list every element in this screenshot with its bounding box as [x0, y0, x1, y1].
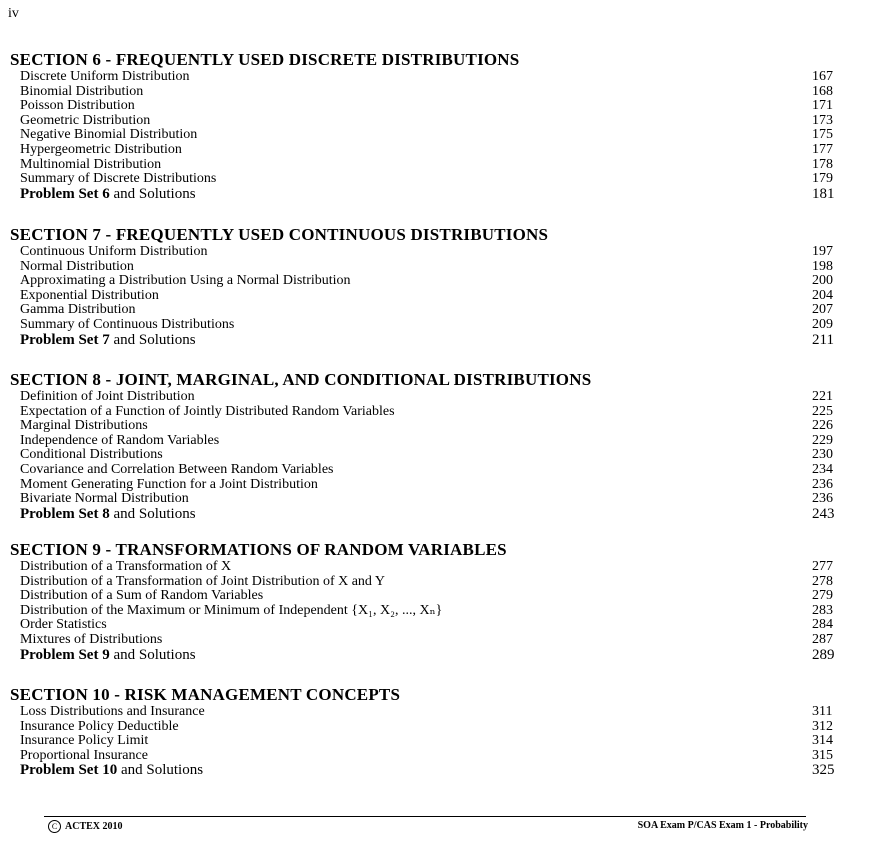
entry-page: 325: [812, 762, 835, 779]
entry-label: Mixtures of Distributions: [20, 631, 163, 647]
section-title: SECTION 7 - FREQUENTLY USED CONTINUOUS DISTRIBUTIONS: [10, 225, 549, 244]
toc-entry: [10, 99, 846, 114]
problem-set-label: Problem Set 9: [20, 646, 110, 663]
entry-page: 171: [812, 98, 833, 114]
entry-page: 312: [812, 718, 833, 734]
problem-set-suffix: and Solutions: [109, 646, 196, 663]
problem-set-label: Problem Set 10: [20, 762, 118, 779]
toc-entry: [10, 575, 846, 590]
toc-entry: [10, 463, 846, 478]
entry-label: Independence of Random Variables: [20, 432, 220, 448]
entry-label: Binomial Distribution: [20, 83, 144, 99]
entry-label: Conditional Distributions: [20, 447, 163, 463]
toc-entry: [10, 492, 846, 507]
footer-publisher: ACTEX 2010: [65, 821, 123, 832]
entry-page: 279: [812, 588, 833, 604]
entry-page: 314: [812, 733, 833, 749]
toc-entry: [10, 303, 846, 318]
entry-label: Hypergeometric Distribution: [20, 141, 182, 157]
entry-label: Exponential Distribution: [20, 287, 159, 303]
entry-page: 175: [812, 127, 833, 143]
toc-entry: [10, 589, 846, 604]
toc-entry: [10, 478, 846, 493]
entry-page: 311: [812, 704, 833, 719]
problem-set-suffix: and Solutions: [109, 185, 196, 202]
entry-label: Marginal Distributions: [20, 418, 148, 434]
page-number: iv: [8, 6, 19, 21]
section-10: [10, 685, 846, 779]
toc-entry: [10, 390, 846, 405]
problem-set-suffix: and Solutions: [109, 505, 196, 522]
toc-entry: [10, 633, 846, 648]
entry-page: 198: [812, 258, 833, 274]
section-title: SECTION 6 - FREQUENTLY USED DISCRETE DISTRIBUTIONS: [10, 50, 520, 69]
problem-set-suffix: and Solutions: [109, 331, 196, 348]
entry-page: 289: [812, 646, 835, 663]
entry-label: Negative Binomial Distribution: [20, 127, 198, 143]
entry-label: Loss Distributions and Insurance: [20, 704, 205, 719]
toc-entry: [10, 720, 846, 735]
toc-entry: [10, 434, 846, 449]
toc-entry: [10, 618, 846, 633]
entry-page: 225: [812, 403, 833, 419]
copyright-icon: C: [48, 820, 61, 833]
problem-set-label: Problem Set 6: [20, 185, 110, 202]
entry-label: Order Statistics: [20, 617, 107, 633]
entry-page: 230: [812, 447, 833, 463]
toc-entry: [10, 734, 846, 749]
entry-page: 287: [812, 631, 833, 647]
entry-label: Summary of Continuous Distributions: [20, 316, 235, 332]
entry-page: 315: [812, 747, 833, 763]
problem-set-label: Problem Set 8: [20, 505, 110, 522]
entry-label: Poisson Distribution: [20, 98, 135, 114]
section-title: SECTION 8 - JOINT, MARGINAL, AND CONDITIONAL DISTRIBUTIONS: [10, 370, 592, 389]
entry-page: 173: [812, 112, 833, 128]
entry-page: 167: [812, 69, 833, 84]
toc-entry: [10, 318, 846, 333]
entry-label: Insurance Policy Limit: [20, 733, 149, 749]
toc-entry: [10, 604, 846, 619]
entry-page: 181: [812, 185, 835, 202]
entry-label: Insurance Policy Deductible: [20, 718, 179, 734]
entry-page: 179: [812, 171, 833, 187]
section-title: SECTION 10 - RISK MANAGEMENT CONCEPTS: [10, 685, 401, 704]
entry-label: Definition of Joint Distribution: [20, 389, 195, 404]
entry-page: 207: [812, 302, 833, 318]
entry-label: Gamma Distribution: [20, 302, 136, 318]
problem-set-entry: [10, 333, 846, 349]
toc-entry: [10, 405, 846, 420]
entry-page: 236: [812, 491, 833, 507]
entry-label: Approximating a Distribution Using a Normal Distribution: [20, 273, 351, 289]
entry-page: 234: [812, 461, 833, 477]
entry-label: Distribution of a Transformation of Joint Distribution of X and Y: [20, 573, 386, 589]
toc-entry: [10, 114, 846, 129]
entry-label: Geometric Distribution: [20, 112, 151, 128]
entry-page: 168: [812, 83, 833, 99]
entry-page: 278: [812, 573, 833, 589]
toc-entry: [10, 289, 846, 304]
entry-page: 204: [812, 287, 833, 303]
entry-page: 243: [812, 505, 835, 522]
entry-page: 221: [812, 389, 833, 404]
entry-label: Summary of Discrete Distributions: [20, 171, 217, 187]
problem-set-entry: [10, 507, 846, 523]
toc-entry: [10, 560, 846, 575]
toc-entry: [10, 172, 846, 187]
entry-page: 177: [812, 141, 833, 157]
entry-page: 197: [812, 244, 833, 259]
entry-page: 283: [812, 602, 833, 618]
entry-label: Bivariate Normal Distribution: [20, 491, 189, 507]
entry-label: Multinomial Distribution: [20, 156, 162, 172]
toc-entry: [10, 419, 846, 434]
toc-entry: [10, 70, 846, 85]
toc-entry: [10, 128, 846, 143]
entry-label: Discrete Uniform Distribution: [20, 69, 190, 84]
entry-label: Continuous Uniform Distribution: [20, 244, 208, 259]
problem-set-entry: [10, 648, 846, 664]
problem-set-entry: [10, 187, 846, 203]
section-title: SECTION 9 - TRANSFORMATIONS OF RANDOM VARIABLES: [10, 540, 507, 559]
entry-page: 226: [812, 418, 833, 434]
entry-page: 284: [812, 617, 833, 633]
toc-entry: [10, 158, 846, 173]
section-6: [10, 50, 846, 202]
section-9: [10, 540, 846, 663]
toc-entry: [10, 260, 846, 275]
toc-entry: [10, 705, 846, 720]
entry-page: 277: [812, 559, 833, 574]
entry-label: Expectation of a Function of Jointly Distributed Random Variables: [20, 403, 395, 419]
entry-label: Distribution of a Transformation of X: [20, 559, 232, 574]
entry-label: Distribution of a Sum of Random Variables: [20, 588, 264, 604]
toc-entry: [10, 274, 846, 289]
problem-set-entry: [10, 763, 846, 779]
toc-entry: [10, 245, 846, 260]
footer-copyright: [48, 820, 123, 833]
toc-entry: [10, 448, 846, 463]
toc-entry: [10, 143, 846, 158]
section-8: [10, 370, 846, 522]
entry-page: 236: [812, 476, 833, 492]
entry-label: Proportional Insurance: [20, 747, 148, 763]
entry-label: Distribution of the Maximum or Minimum of Independent {X₁, X₂, ..., Xₙ}: [20, 602, 443, 618]
footer-book-title: SOA Exam P/CAS Exam 1 - Probability: [637, 820, 808, 831]
problem-set-suffix: and Solutions: [117, 762, 204, 779]
entry-page: 209: [812, 316, 833, 332]
entry-page: 211: [812, 331, 834, 348]
entry-label: Normal Distribution: [20, 258, 134, 274]
toc-entry: [10, 749, 846, 764]
section-7: [10, 225, 846, 348]
toc-entry: [10, 85, 846, 100]
problem-set-label: Problem Set 7: [20, 331, 110, 348]
entry-label: Moment Generating Function for a Joint Distribution: [20, 476, 318, 492]
entry-page: 229: [812, 432, 833, 448]
entry-label: Covariance and Correlation Between Random Variables: [20, 461, 334, 477]
entry-page: 200: [812, 273, 833, 289]
footer-divider: [44, 816, 806, 817]
entry-page: 178: [812, 156, 833, 172]
